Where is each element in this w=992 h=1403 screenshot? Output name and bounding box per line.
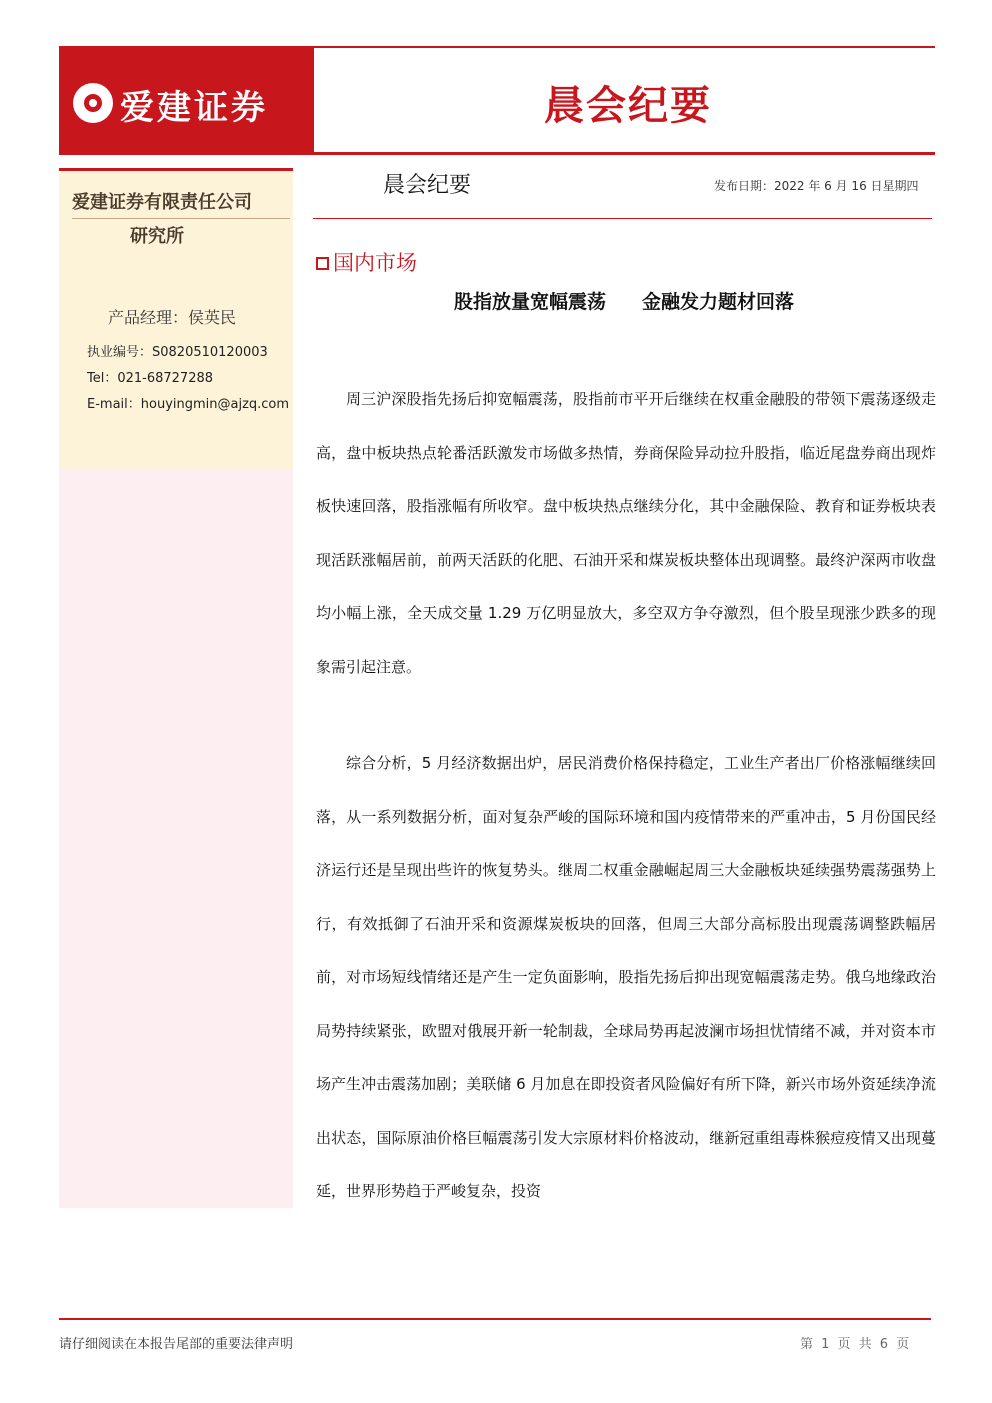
publish-date: 发布日期：2022 年 6 月 16 日星期四 bbox=[714, 179, 919, 193]
page-title: 晨会纪要 bbox=[544, 83, 712, 129]
footer-rule bbox=[59, 1318, 931, 1320]
sidebar-divider bbox=[72, 218, 290, 219]
logo-text: 爱建证券 bbox=[120, 88, 268, 128]
headline-left: 股指放量宽幅震荡 bbox=[453, 291, 606, 313]
checkbox-square-icon bbox=[316, 257, 329, 270]
sidebar-lower-panel bbox=[59, 470, 293, 1208]
sidebar-email: E-mail：houyingmin@ajzq.com bbox=[87, 397, 290, 412]
logo-emblem-center bbox=[89, 99, 97, 107]
paragraph: 周三沪深股指先扬后抑宽幅震荡，股指前市平开后继续在权重金融股的带领下震荡逐级走高，盘中板块热点轮番活跃激发市场做多热情，券商保险异动拉升股指，临近尾盘券商出现炸板快速回落，股指涨幅有所收窄。盘中板块热点继续分化，其中金融保险、教育和证券板块表现活跃涨幅居前，前两天活跃的化肥、石油开采和煤炭板块整体出现调整。最终沪深两市收盘均小幅上涨，全天成交量 1.29 万亿明显放大，多空双方争夺激烈，但个股呈现涨少跌多的现象需引起注意。 bbox=[316, 390, 936, 676]
paragraph: 综合分析，5 月经济数据出炉，居民消费价格保持稳定，工业生产者出厂价格涨幅继续回落，从一系列数据分析，面对复杂严峻的国际环境和国内疫情带来的严重冲击，5 月份国民经济运行还是呈现出些许的恢复势头。继周二权重金融崛起周三大金融板块延续强势震荡强势上行，有效抵御了石油开采和资源煤炭板块的回落，但周三大部分高标股出现震荡调整跌幅居前，对市场短线情绪还是产生一定负面影响，股指先扬后抑出现宽幅震荡走势。俄乌地缘政治局势持续紧张，欧盟对俄展开新一轮制裁，全球局势再起波澜市场担忧情绪不减，并对资本市场产生冲击震荡加剧；美联储 6 月加息在即投资者风险偏好有所下降，新兴市场外资延续净流出状态，国际原油价格巨幅震荡引发大宗原材料价格波动，继新冠重组毒株猴痘疫情又出现蔓延，世界形势趋于严峻复杂，投资 bbox=[316, 754, 936, 1200]
article-headline bbox=[313, 287, 935, 314]
sidebar-institute: 研究所 bbox=[130, 226, 184, 247]
sidebar-manager: 产品经理：侯英民 bbox=[108, 308, 237, 327]
section-title: 晨会纪要 bbox=[383, 173, 472, 198]
sidebar-license: 执业编号：S0820510120003 bbox=[87, 345, 268, 360]
section-heading-label: 国内市场 bbox=[333, 251, 417, 275]
headline-right: 金融发力题材回落 bbox=[642, 291, 795, 313]
header-bottom-rule bbox=[59, 152, 935, 155]
content-rule bbox=[313, 218, 932, 219]
section-heading bbox=[316, 247, 417, 277]
sidebar-top-rule bbox=[59, 168, 293, 171]
sidebar-tel: Tel：021-68727288 bbox=[87, 371, 214, 386]
legal-notice: 请仔细阅读在本报告尾部的重要法律声明 bbox=[59, 1337, 294, 1352]
sidebar-company-name: 爱建证券有限责任公司 bbox=[72, 192, 252, 213]
page-number: 第 1 页 共 6 页 bbox=[800, 1337, 912, 1352]
